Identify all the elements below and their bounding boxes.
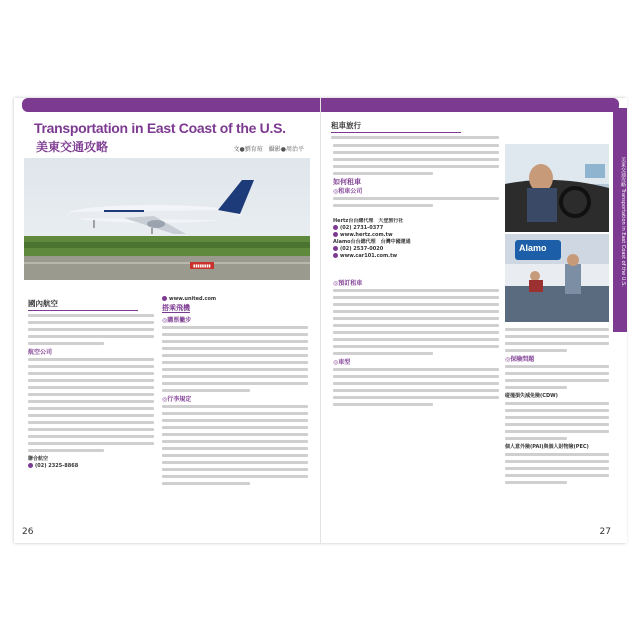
subhead-pai-pec: 個人意外險(PAI)與個人財物險(PEC) [505, 444, 589, 450]
photo-caption-bar: ▮▮▮▮▮▮▮▮ [190, 262, 214, 269]
rental-contacts [333, 218, 499, 276]
subhead-luggage: ◎行李規定 [162, 396, 192, 403]
alamo-website[interactable]: www.car101.com.tw [333, 253, 499, 260]
airline-phone: (02) 2325-8868 [28, 463, 154, 470]
header-bar [22, 98, 320, 112]
alamo-phone: (02) 2537-0020 [333, 246, 499, 253]
page-title-zh: 美東交通攻略 [36, 140, 109, 154]
globe-icon [162, 296, 167, 301]
subhead-airlines: 航空公司 [28, 349, 53, 356]
page-title-en: Transportation in East Coast of the U.S. [34, 120, 286, 136]
phone-icon [28, 463, 33, 468]
subhead-insurance: ◎保險問題 [505, 356, 535, 363]
airplane-photo [24, 158, 310, 280]
alamo-sign-text: Alamo [519, 243, 547, 253]
car-interior-photo [505, 144, 609, 232]
book-spread [14, 98, 626, 543]
subhead-car-type: ◎車型 [333, 359, 351, 366]
left-column-2 [162, 296, 308, 526]
right-column-2 [505, 326, 609, 526]
globe-icon [333, 232, 338, 237]
rental-counter-photo [505, 234, 609, 322]
hertz-phone: (02) 2731-0377 [333, 225, 499, 232]
subhead-cdw: 碰撞損失減免險(CDW) [505, 393, 558, 399]
byline: 文●劉育瑄 攝影●周治平 [233, 146, 304, 153]
subhead-ticket-tips: ◎購票撇步 [162, 317, 192, 324]
header-bar [321, 98, 619, 112]
hertz-agent: Hertz台台總代理 大登旅行社 [333, 218, 404, 224]
left-column-1 [28, 312, 154, 522]
chapter-side-tab: 美東交通攻略 Transportation in East Coast of the U.S. [613, 108, 627, 332]
page-number-right: 27 [599, 527, 611, 537]
subhead-how-to-rent: 如何租車 [333, 178, 361, 186]
section-car-rental: 租車旅行 [331, 120, 461, 133]
subhead-rental-company: ◎租車公司 [333, 188, 363, 195]
page-number-left: 26 [22, 527, 34, 537]
right-page [320, 98, 627, 543]
globe-icon [333, 253, 338, 258]
subhead-flying: 搭乘飛機 [162, 304, 190, 312]
website-link[interactable]: www.united.com [162, 296, 308, 303]
phone-icon [333, 246, 338, 251]
subhead-booking: ◎預訂租車 [333, 280, 363, 287]
left-page [14, 98, 320, 543]
alamo-agent: Alamo台台總代理 台灣中國運通 [333, 239, 411, 245]
hertz-website[interactable]: www.hertz.com.tw [333, 232, 499, 239]
rental-body [333, 278, 499, 528]
airline-company-name: 聯合航空 [28, 456, 49, 462]
section-domestic-air: 國內航空 [28, 298, 138, 311]
phone-icon [333, 225, 338, 230]
rental-intro-text [333, 142, 499, 218]
